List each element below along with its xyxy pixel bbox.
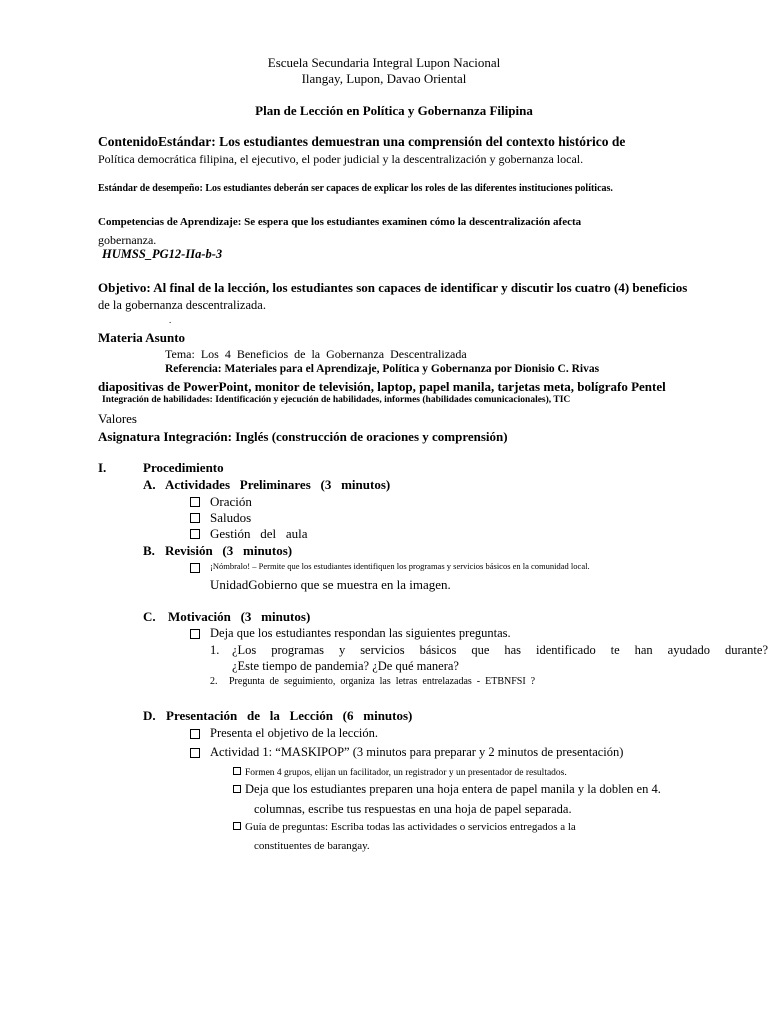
checkbox-icon bbox=[190, 527, 200, 543]
section-a-title: Actividades Preliminares (3 minutos) bbox=[165, 477, 391, 492]
materia-asignatura: Asignatura Integración: Inglés (construcción de oraciones y comprensión) bbox=[98, 429, 508, 444]
question-1-number: 1. bbox=[210, 643, 220, 657]
section-c-title: Motivación (3 minutos) bbox=[168, 609, 311, 624]
revision-followup: UnidadGobierno que se muestra en la imagen. bbox=[210, 577, 451, 592]
preliminar-item-3: Gestión del aula bbox=[210, 526, 308, 541]
checkbox-icon bbox=[190, 495, 200, 511]
school-address: Ilangay, Lupon, Davao Oriental bbox=[301, 71, 467, 86]
activity-sub-2-line-2: columnas, escribe tus respuestas en una hoja de papel separada. bbox=[254, 802, 572, 816]
activity-sub-3-line-2: constituentes de barangay. bbox=[254, 840, 370, 852]
desempeno-text: Estándar de desempeño: Los estudiantes deberán ser capaces de explicar los roles de las diferentes instituciones políticas. bbox=[98, 183, 613, 194]
checkbox-icon bbox=[190, 746, 200, 762]
section-b-title: Revisión (3 minutos) bbox=[165, 543, 293, 558]
activity-sub-1 bbox=[233, 767, 567, 779]
section-a-label: A. bbox=[143, 477, 156, 492]
question-2-number: 2. bbox=[210, 676, 218, 687]
activity-sub-2-line-1 bbox=[233, 783, 661, 796]
activity-sub-3-text: Guía de preguntas: Escriba todas las actividades o servicios entregados a la bbox=[245, 821, 576, 833]
objetivo-line-2: de la gobernanza descentralizada. bbox=[98, 298, 266, 312]
checkbox-icon bbox=[233, 822, 241, 830]
school-name: Escuela Secundaria Integral Lupon Nacional bbox=[267, 55, 501, 70]
activity-sub-1-text: Formen 4 grupos, elijan un facilitador, un registrador y un presentador de resultados. bbox=[245, 768, 567, 778]
contenido-line-1: ContenidoEstándar: Los estudiantes demuestran una comprensión del contexto histórico de bbox=[98, 134, 626, 149]
document-title: Plan de Lección en Política y Gobernanza Filipina bbox=[255, 103, 533, 118]
question-2-text: Pregunta de seguimiento, organiza las letras entrelazadas - ETBNFSI ? bbox=[229, 676, 536, 687]
motivacion-item: Deja que los estudiantes respondan las siguientes preguntas. bbox=[210, 626, 511, 640]
contenido-line-2: Política democrática filipina, el ejecutivo, el poder judicial y la descentralización y gobernanza local. bbox=[98, 152, 584, 166]
question-1-line-1: ¿Los programas y servicios básicos que has identificado te han ayudado durante? bbox=[232, 643, 768, 657]
materia-valores: Valores bbox=[98, 411, 137, 426]
checkbox-icon bbox=[190, 511, 200, 527]
competencias-line-2: gobernanza. bbox=[98, 233, 157, 247]
presentacion-item-2: Actividad 1: “MASKIPOP” (3 minutos para preparar y 2 minutos de presentación) bbox=[210, 745, 624, 759]
presentacion-item-1: Presenta el objetivo de la lección. bbox=[210, 726, 378, 740]
section-d-label: D. bbox=[143, 708, 156, 723]
competencias-line-1: Competencias de Aprendizaje: Se espera que los estudiantes examinen cómo la descentralización afecta bbox=[98, 216, 582, 228]
activity-sub-3-line-1 bbox=[233, 822, 576, 833]
materia-integracion: Integración de habilidades: Identificación y ejecución de habilidades, informes (habilidades comunicacionales), TIC bbox=[102, 395, 571, 405]
section-c-label: C. bbox=[143, 609, 156, 624]
checkbox-icon bbox=[233, 785, 241, 793]
preliminar-item-2: Saludos bbox=[210, 510, 252, 525]
materia-tema: Tema: Los 4 Beneficios de la Gobernanza Descentralizada bbox=[165, 347, 467, 361]
procedimiento-heading: Procedimiento bbox=[143, 460, 224, 475]
checkbox-icon bbox=[190, 727, 200, 743]
section-b-label: B. bbox=[143, 543, 155, 558]
materia-heading: Materia Asunto bbox=[98, 330, 186, 345]
objetivo-line-1: Objetivo: Al final de la lección, los estudiantes son capaces de identificar y discutir los cuatro (4) beneficios bbox=[98, 280, 688, 295]
checkbox-icon bbox=[190, 627, 200, 643]
checkbox-icon bbox=[233, 767, 241, 775]
objetivo-dot: . bbox=[169, 315, 172, 325]
procedimiento-numeral: I. bbox=[98, 460, 107, 475]
competencia-code: HUMSS_PG12-IIa-b-3 bbox=[102, 247, 223, 261]
materia-materiales: diapositivas de PowerPoint, monitor de televisión, laptop, papel manila, tarjetas meta, bolígrafo Pentel bbox=[98, 379, 666, 394]
materia-referencia: Referencia: Materiales para el Aprendizaje, Política y Gobernanza por Dionisio C. Rivas bbox=[165, 363, 600, 375]
checkbox-icon bbox=[190, 561, 200, 577]
section-d-title: Presentación de la Lección (6 minutos) bbox=[166, 708, 413, 723]
question-1-line-2: ¿Este tiempo de pandemia? ¿De qué manera? bbox=[232, 659, 459, 673]
activity-sub-2-text: Deja que los estudiantes preparen una hoja entera de papel manila y la doblen en 4. bbox=[245, 782, 661, 796]
preliminar-item-1: Oración bbox=[210, 494, 252, 509]
revision-item: ¡Nómbralo! – Permite que los estudiantes identifiquen los programas y servicios básicos en la comunidad local. bbox=[210, 561, 590, 571]
